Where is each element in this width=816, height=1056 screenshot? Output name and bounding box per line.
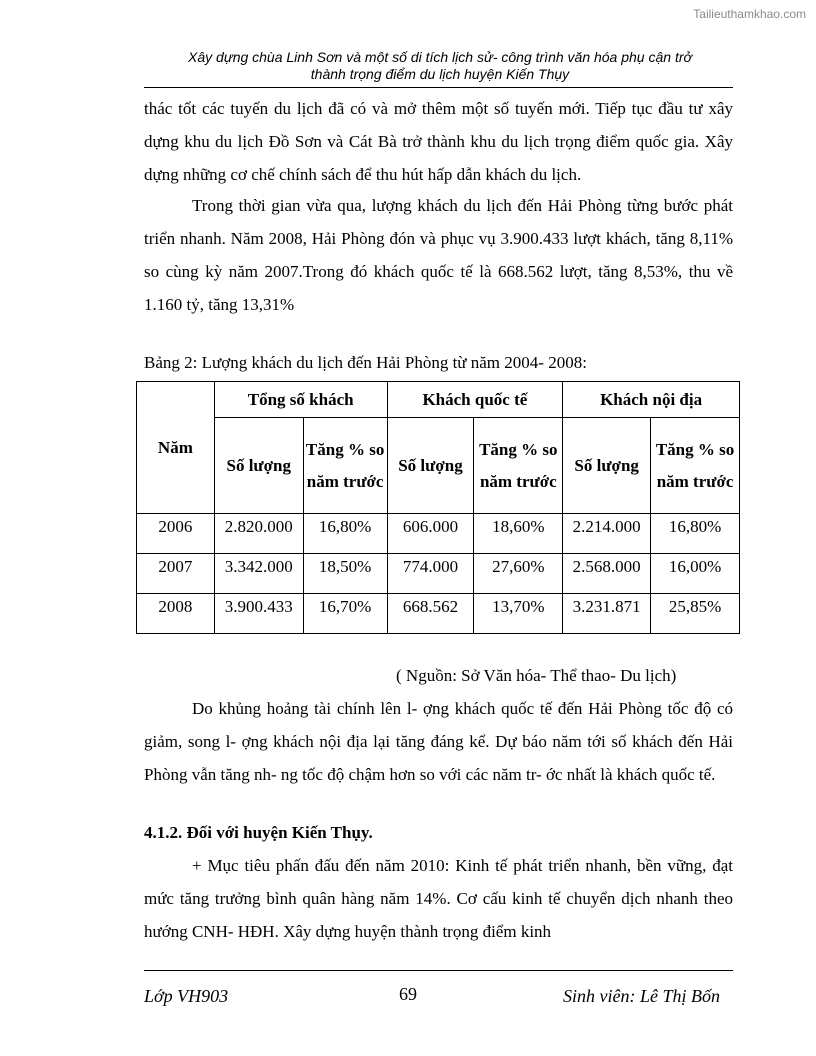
group-header-domestic: Khách nội địa — [563, 382, 740, 418]
cell-domestic-qty: 2.214.000 — [563, 514, 651, 554]
page-number: 69 — [399, 984, 417, 1004]
table-row — [137, 514, 740, 554]
table-caption: Bảng 2: Lượng khách du lịch đến Hải Phòng từ năm 2004- 2008: — [144, 353, 587, 372]
cell-intl-pct: 18,60% — [474, 514, 563, 554]
visitor-table — [136, 381, 740, 634]
cell-total-qty: 3.900.433 — [214, 594, 303, 634]
header-line-1: Xây dựng chùa Linh Sơn và một số di tích lịch sử- công trình văn hóa phụ cận trở — [188, 49, 692, 65]
footer-class: Lớp VH903 — [144, 986, 229, 1006]
cell-total-pct: 18,50% — [303, 554, 387, 594]
subheader-quantity: Số lượng — [387, 418, 474, 514]
subheader-growth: Tăng % so năm trước — [651, 418, 740, 514]
group-header-international: Khách quốc tế — [387, 382, 563, 418]
cell-year: 2007 — [137, 554, 215, 594]
cell-domestic-qty: 3.231.871 — [563, 594, 651, 634]
cell-intl-qty: 606.000 — [387, 514, 474, 554]
footer-student: Sinh viên: Lê Thị Bốn — [563, 986, 720, 1006]
table-row — [137, 594, 740, 634]
subheader-quantity: Số lượng — [214, 418, 303, 514]
cell-intl-qty: 774.000 — [387, 554, 474, 594]
cell-intl-qty: 668.562 — [387, 594, 474, 634]
paragraph-1: thác tốt các tuyến du lịch đã có và mở thêm một số tuyến mới. Tiếp tục đầu tư xây dựng khu du lịch Đồ Sơn và Cát Bà trở thành khu du lịch trọng điểm quốc gia. Xây dựng những cơ chế chính sách để thu hút hấp dẫn khách du lịch. — [144, 99, 733, 184]
cell-domestic-qty: 2.568.000 — [563, 554, 651, 594]
cell-year: 2006 — [137, 514, 215, 554]
cell-total-pct: 16,70% — [303, 594, 387, 634]
cell-intl-pct: 13,70% — [474, 594, 563, 634]
cell-domestic-pct: 16,80% — [651, 514, 740, 554]
cell-intl-pct: 27,60% — [474, 554, 563, 594]
subheader-growth: Tăng % so năm trước — [474, 418, 563, 514]
cell-total-pct: 16,80% — [303, 514, 387, 554]
footer-divider — [144, 970, 733, 971]
running-header — [140, 49, 740, 83]
header-divider — [144, 87, 733, 88]
year-header: Năm — [137, 382, 215, 514]
watermark: Tailieuthamkhao.com — [693, 7, 806, 21]
cell-domestic-pct: 16,00% — [651, 554, 740, 594]
cell-total-qty: 2.820.000 — [214, 514, 303, 554]
cell-year: 2008 — [137, 594, 215, 634]
table-source: ( Nguồn: Sở Văn hóa- Thể thao- Du lịch) — [396, 666, 677, 685]
paragraph-4: + Mục tiêu phấn đấu đến năm 2010: Kinh tế phát triển nhanh, bền vững, đạt mức tăng trưởng bình quân hàng năm 14%. Cơ cấu kinh tế chuyển dịch nhanh theo hướng CNH- HĐH. Xây dựng huyện thành trọng điểm kinh — [144, 856, 733, 941]
subheader-growth: Tăng % so năm trước — [303, 418, 387, 514]
group-header-total: Tổng số khách — [214, 382, 387, 418]
table-row — [137, 554, 740, 594]
cell-domestic-pct: 25,85% — [651, 594, 740, 634]
paragraph-2: Trong thời gian vừa qua, lượng khách du lịch đến Hải Phòng từng bước phát triển nhanh. Năm 2008, Hải Phòng đón và phục vụ 3.900.433 lượt khách, tăng 8,11% so cùng kỳ năm 2007.Trong đó khách quốc tế là 668.562 lượt, tăng 8,53%, thu về 1.160 tỷ, tăng 13,31% — [144, 196, 733, 314]
cell-total-qty: 3.342.000 — [214, 554, 303, 594]
section-heading: 4.1.2. Đối với huyện Kiến Thụy. — [144, 823, 373, 842]
header-line-2: thành trọng điểm du lịch huyện Kiến Thụy — [310, 66, 570, 82]
subheader-quantity: Số lượng — [563, 418, 651, 514]
paragraph-3: Do khủng hoảng tài chính lên l- ợng khách quốc tế đến Hải Phòng tốc độ có giảm, song l- ợng khách nội địa lại tăng đáng kể. Dự báo năm tới số khách đến Hải Phòng vẫn tăng nh- ng tốc độ chậm hơn so với các năm tr- ớc nhất là khách quốc tế. — [144, 699, 733, 784]
